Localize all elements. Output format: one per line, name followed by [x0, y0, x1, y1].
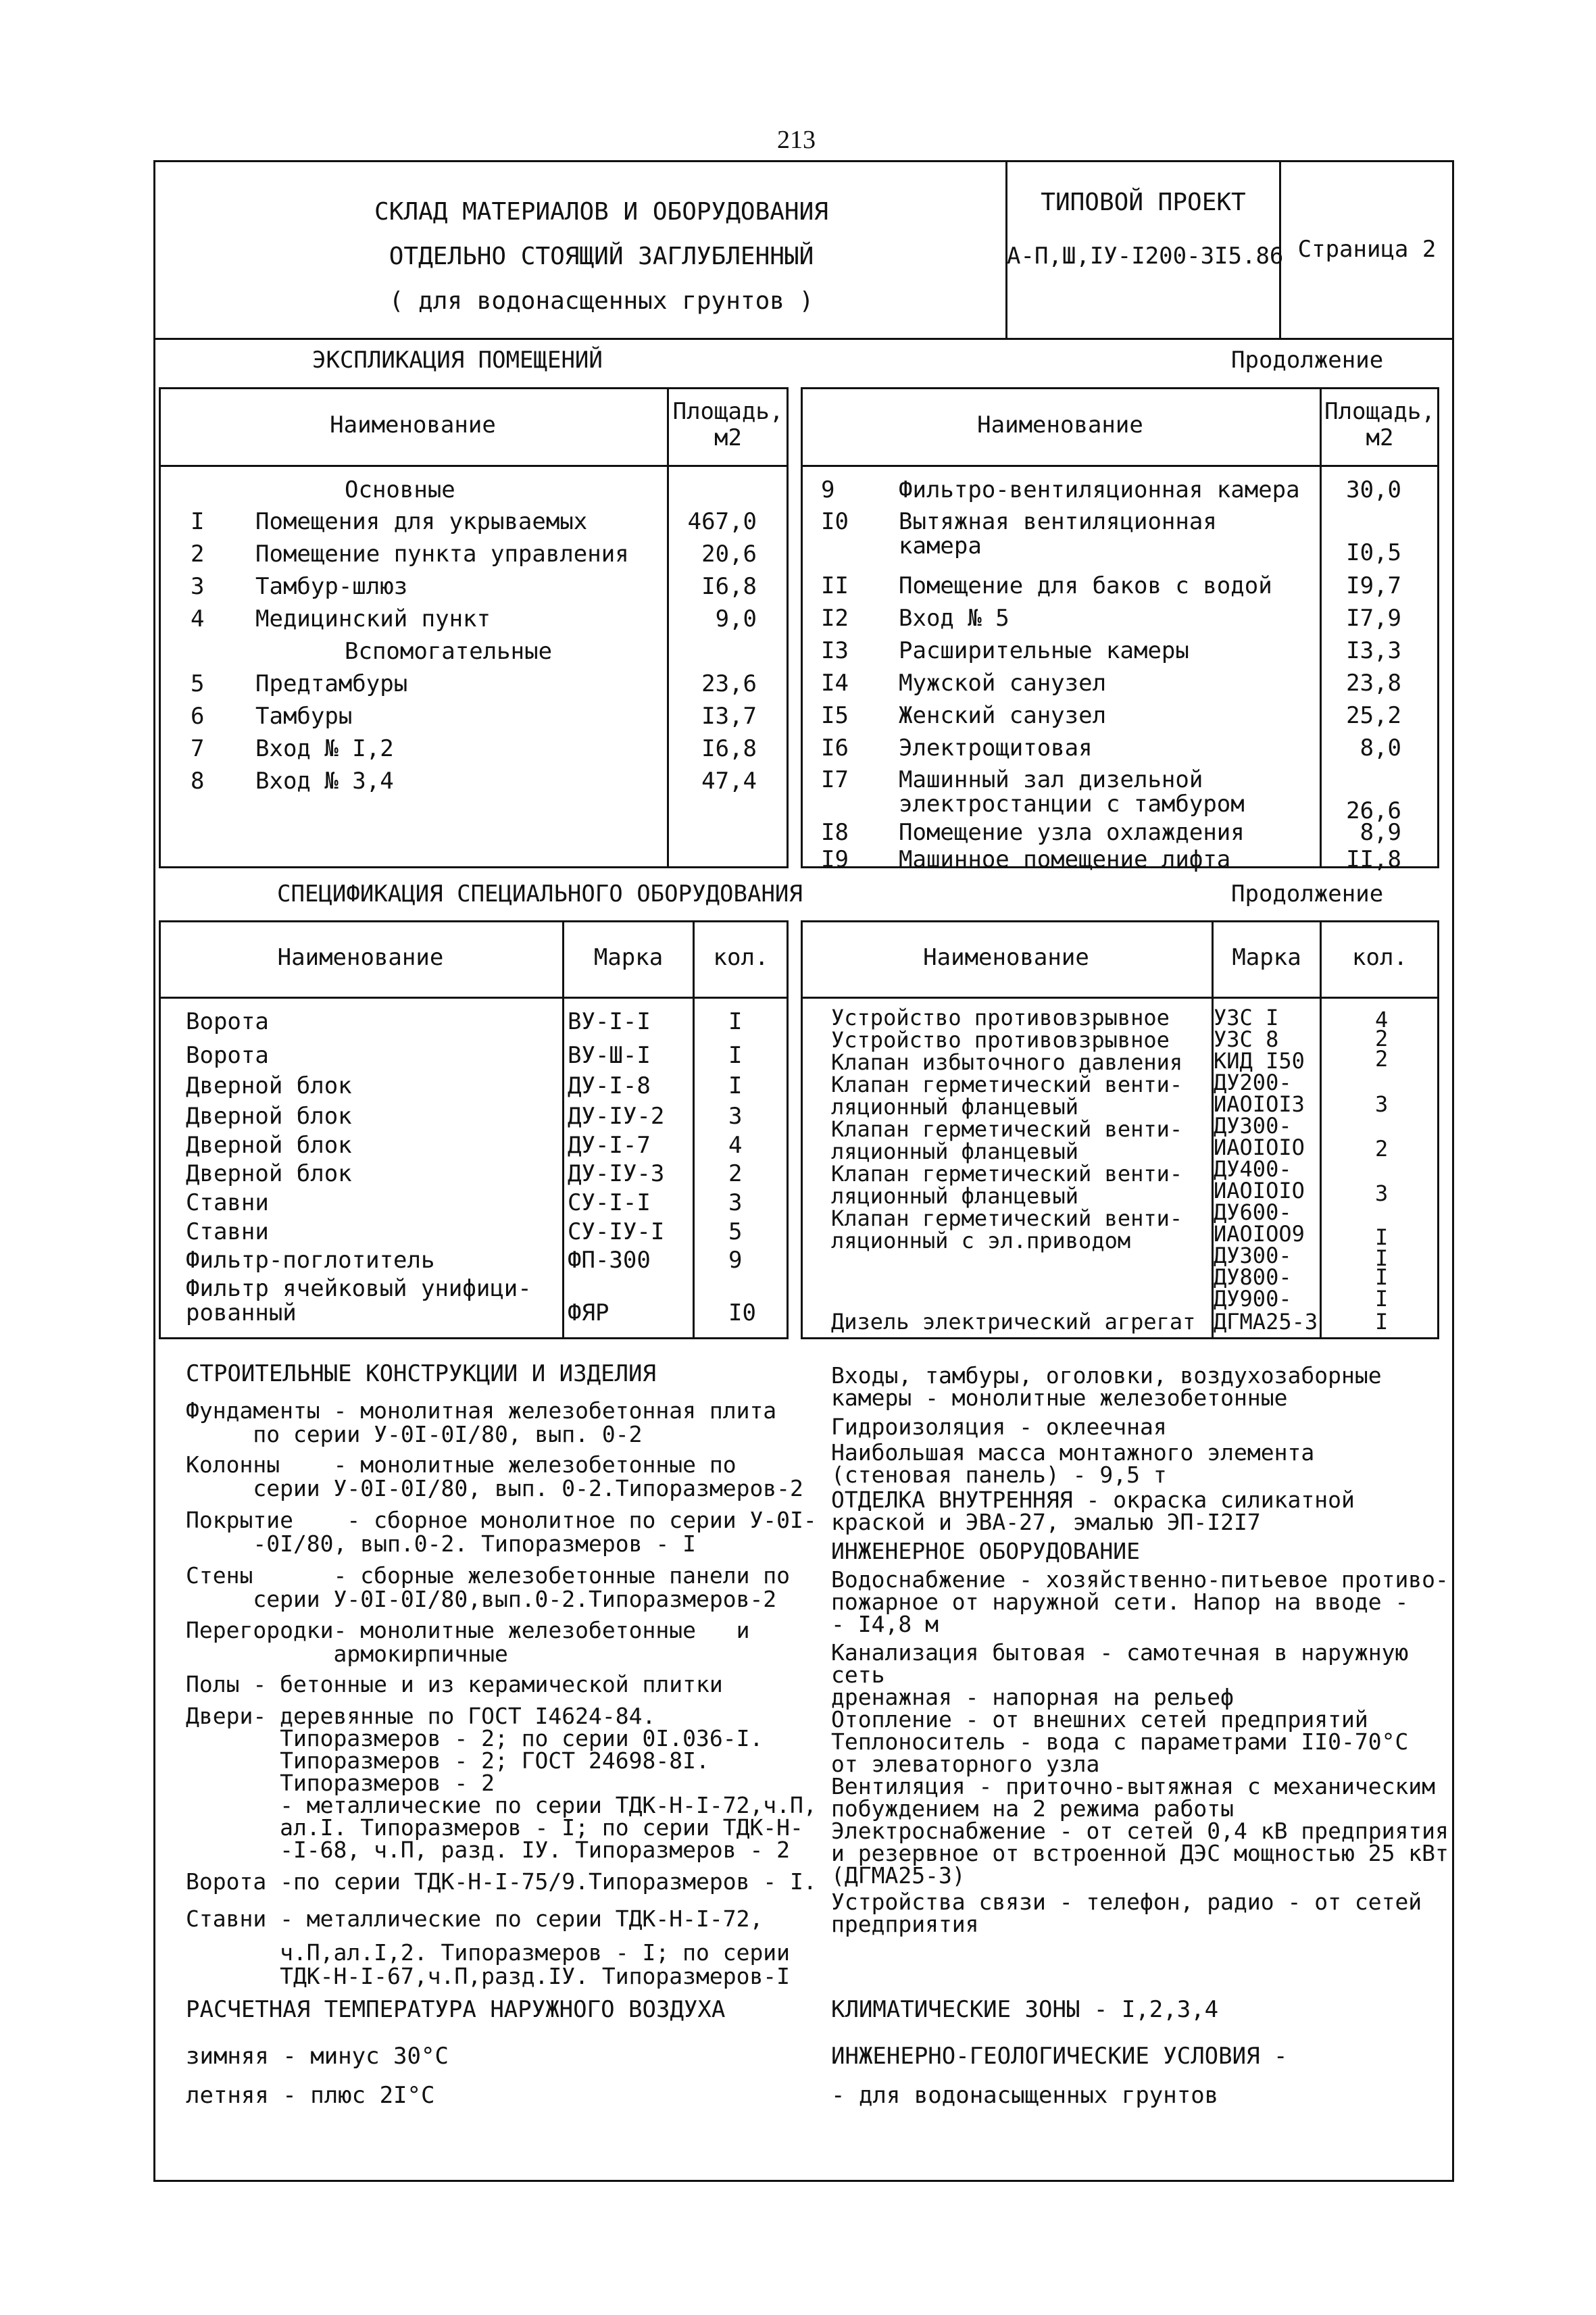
construction-line: Стены - сборные железобетонные панели по — [186, 1562, 791, 1589]
room-number: I4 — [821, 670, 849, 697]
engineering-line: камеры - монолитные железобетонные — [831, 1385, 1288, 1411]
equipment-left-vline-1 — [562, 920, 564, 1339]
rooms-right-header-line — [801, 465, 1439, 467]
engineering-line: Отопление - от внешних сетей предприятий — [831, 1706, 1368, 1733]
room-area: 23,8 — [1346, 670, 1401, 697]
engineering-line: сеть — [831, 1662, 885, 1688]
room-number: 8 — [191, 768, 205, 795]
room-number: I — [191, 508, 205, 535]
room-area: I9,7 — [1346, 572, 1401, 599]
equipment-qty: 5 — [728, 1218, 743, 1245]
equipment-name-cont: рованный — [186, 1299, 297, 1326]
rooms-right-col-area: Площадь, м2 — [1324, 398, 1435, 452]
room-name: Расширительные камеры — [899, 637, 1189, 664]
room-section-heading: Вспомогательные — [345, 638, 553, 665]
equipment-qty: 2 — [1375, 1046, 1389, 1072]
engineering-line: краской и ЭВА-27, эмалью ЭП-I2I7 — [831, 1509, 1261, 1535]
room-area: I6,8 — [701, 573, 757, 600]
room-area: 9,0 — [715, 605, 757, 632]
equipment-mark: СУ-I-I — [568, 1189, 651, 1216]
engineering-line: Электроснабжение - от сетей 0,4 кВ предприятия — [831, 1818, 1449, 1844]
construction-line: Типоразмеров - 2; ГОСТ 24698-8I. — [186, 1747, 709, 1774]
equipment-left-col-qty: кол. — [713, 944, 769, 971]
engineering-line: пожарное от наружной сети. Напор на вводе - — [831, 1589, 1409, 1615]
equipment-right-col-mark: Марка — [1232, 944, 1301, 971]
equipment-qty: I0 — [728, 1299, 756, 1326]
room-name: Машинный зал дизельной — [899, 766, 1203, 793]
room-area: 26,6 — [1346, 797, 1401, 824]
geo-value: - для водонасыщенных грунтов — [831, 2082, 1219, 2109]
room-name: Предтамбуры — [255, 670, 408, 697]
construction-line: серии У-0I-0I/80,вып.0-2.Типоразмеров-2 — [186, 1586, 777, 1612]
equipment-mark: ФП-300 — [568, 1247, 651, 1274]
room-area: II,8 — [1346, 846, 1401, 873]
engineering-line: Канализация бытовая - самотечная в наружную — [831, 1639, 1409, 1666]
equipment-qty: 3 — [728, 1189, 743, 1216]
room-name: Помещение для баков с водой — [899, 572, 1272, 599]
room-name: Вытяжная вентиляционная — [899, 508, 1217, 535]
equipment-name: ляционный с эл.приводом — [831, 1228, 1131, 1253]
room-name: Вход № I,2 — [255, 735, 394, 762]
room-name: Помещения для укрываемых — [255, 508, 588, 535]
equipment-name: Клапан герметический венти- — [831, 1161, 1183, 1187]
diesel-name: Дизель электрический агрегат — [831, 1309, 1196, 1335]
equipment-qty: I — [1375, 1245, 1389, 1271]
engineering-line: ИНЖЕНЕРНОЕ ОБОРУДОВАНИЕ — [831, 1538, 1140, 1564]
rooms-left-col-name: Наименование — [330, 412, 496, 439]
equipment-mark: ИАОIОI3 — [1214, 1091, 1305, 1117]
equipment-mark: ДУ-I-7 — [568, 1132, 651, 1159]
construction-line: -I-68, ч.П, разд. IУ. Типоразмеров - 2 — [186, 1837, 791, 1863]
room-number: 2 — [191, 541, 205, 568]
room-name: Медицинский пункт — [255, 605, 491, 632]
equipment-name: Клапан герметический венти- — [831, 1072, 1183, 1097]
temp-title: РАСЧЕТНАЯ ТЕМПЕРАТУРА НАРУЖНОГО ВОЗДУХА — [186, 1996, 726, 2023]
construction-line: Ворота -по серии ТДК-Н-I-75/9.Типоразмеров - I. — [186, 1868, 817, 1895]
equipment-qty: 2 — [1375, 1136, 1389, 1162]
construction-line: армокирпичные — [186, 1641, 508, 1667]
rooms-right-col-name: Наименование — [977, 412, 1143, 439]
equipment-right-col-qty: кол. — [1352, 944, 1407, 971]
construction-line: Типоразмеров - 2 — [186, 1770, 495, 1796]
equipment-mark: ДУ800- — [1214, 1264, 1292, 1290]
equipment-right-col-name: Наименование — [923, 944, 1089, 971]
room-area: 8,0 — [1360, 735, 1401, 762]
equipment-name: Ворота — [186, 1008, 269, 1035]
title-line-2: ОТДЕЛЬНО СТОЯЩИЙ ЗАГЛУБЛЕННЫЙ — [389, 243, 814, 270]
construction-title: СТРОИТЕЛЬНЫЕ КОНСТРУКЦИИ И ИЗДЕЛИЯ — [186, 1360, 656, 1387]
equipment-qty: I — [1375, 1224, 1389, 1250]
room-area: 47,4 — [701, 768, 757, 795]
construction-line: Фундаменты - монолитная железобетонная плита — [186, 1397, 777, 1424]
equipment-qty: 2 — [1375, 1026, 1389, 1051]
equipment-name: Дверной блок — [186, 1160, 352, 1187]
geo-title: ИНЖЕНЕРНО-ГЕОЛОГИЧЕСКИЕ УСЛОВИЯ - — [831, 2043, 1288, 2070]
construction-line: Ставни - металлические по серии ТДК-Н-I-72, — [186, 1906, 764, 1932]
equipment-qty: I — [728, 1072, 743, 1099]
equipment-mark: ДУ200- — [1214, 1070, 1292, 1095]
engineering-line: (стеновая панель) - 9,5 т — [831, 1462, 1167, 1488]
temp-summer: летняя - плюс 2I°С — [186, 2082, 435, 2109]
project-label: ТИПОВОЙ ПРОЕКТ — [1041, 189, 1246, 216]
equipment-qty: I — [728, 1042, 743, 1069]
room-number: 5 — [191, 670, 205, 697]
equipment-qty: I — [1375, 1286, 1389, 1312]
equipment-right-vline-2 — [1320, 920, 1322, 1339]
construction-line: ТДК-Н-I-67,ч.П,разд.IУ. Типоразмеров-I — [186, 1963, 791, 1989]
equipment-qty: 2 — [728, 1160, 743, 1187]
rooms-left-header-line — [159, 465, 789, 467]
equipment-mark: ВУ-Ш-I — [568, 1042, 651, 1069]
room-area: 467,0 — [687, 508, 757, 535]
equipment-mark: ДУ300- — [1214, 1243, 1292, 1268]
room-number: 6 — [191, 703, 205, 730]
room-name: Тамбуры — [255, 703, 353, 730]
equipment-mark: ДУ600- — [1214, 1199, 1292, 1225]
room-name: Женский санузел — [899, 702, 1107, 729]
construction-line: Полы - бетонные и из керамической плитки — [186, 1671, 723, 1697]
diesel-qty: I — [1375, 1309, 1389, 1335]
room-number: I5 — [821, 702, 849, 729]
equipment-left-col-mark: Марка — [593, 944, 664, 971]
engineering-line: - I4,8 м — [831, 1611, 939, 1637]
room-name: Фильтро-вентиляционная камера — [899, 476, 1300, 503]
equipment-mark: КИД I50 — [1214, 1048, 1305, 1074]
construction-line: -0I/80, вып.0-2. Типоразмеров - I — [186, 1530, 696, 1557]
equipment-mark: ДУ-IУ-2 — [568, 1103, 665, 1130]
room-number: I9 — [821, 846, 849, 873]
engineering-line: (ДГМА25-3) — [831, 1862, 966, 1889]
room-area: 30,0 — [1346, 476, 1401, 503]
room-name-cont: электростанции с тамбуром — [899, 791, 1245, 818]
construction-line: Перегородки- монолитные железобетонные и — [186, 1617, 750, 1643]
project-code: А-П,Ш,IУ-I200-3I5.86 — [1007, 243, 1284, 270]
room-number: I6 — [821, 735, 849, 762]
construction-line: Типоразмеров - 2; по серии 0I.036-I. — [186, 1725, 764, 1751]
room-number: I3 — [821, 637, 849, 664]
equipment-qty: 3 — [728, 1103, 743, 1130]
room-name: Помещение узла охлаждения — [899, 819, 1245, 846]
engineering-line: ОТДЕЛКА ВНУТРЕННЯЯ - окраска силикатной — [831, 1487, 1355, 1513]
room-number: I7 — [821, 766, 849, 793]
equipment-name: Клапан герметический венти- — [831, 1116, 1183, 1142]
room-number: II — [821, 572, 849, 599]
engineering-line: Устройства связи - телефон, радио - от сетей — [831, 1889, 1422, 1915]
rooms-title: ЭКСПЛИКАЦИЯ ПОМЕЩЕНИЙ — [312, 347, 603, 374]
equipment-qty: 4 — [1375, 1007, 1389, 1032]
room-name-cont: камера — [899, 532, 982, 559]
room-area: 20,6 — [701, 541, 757, 568]
room-number: 9 — [821, 476, 835, 503]
room-number: 7 — [191, 735, 205, 762]
equipment-mark: СУ-IУ-I — [568, 1218, 665, 1245]
equipment-qty: 3 — [1375, 1091, 1389, 1117]
equipment-mark: УЗС 8 — [1214, 1026, 1279, 1052]
equipment-title: СПЕЦИФИКАЦИЯ СПЕЦИАЛЬНОГО ОБОРУДОВАНИЯ — [277, 880, 803, 907]
equipment-qty: 9 — [728, 1247, 743, 1274]
equipment-left-col-name: Наименование — [277, 944, 444, 971]
equipment-mark: ДУ400- — [1214, 1156, 1292, 1182]
room-area: 8,9 — [1360, 819, 1401, 846]
equipment-continuation: Продолжение — [1231, 880, 1384, 907]
equipment-mark: ВУ-I-I — [568, 1008, 651, 1035]
equipment-mark: ДУ-I-8 — [568, 1072, 651, 1099]
equipment-name: Дверной блок — [186, 1132, 352, 1159]
equipment-mark: ДУ-IУ-3 — [568, 1160, 665, 1187]
room-name: Вход № 5 — [899, 605, 1009, 632]
header-divider — [153, 338, 1454, 340]
equipment-mark: ИАОIОО9 — [1214, 1221, 1305, 1247]
construction-line: Покрытие - сборное монолитное по серии У-0I- — [186, 1507, 817, 1533]
room-area: I7,9 — [1346, 605, 1401, 632]
equipment-name: Клапан избыточного давления — [831, 1049, 1183, 1075]
equipment-name: Ворота — [186, 1042, 269, 1069]
room-area: I6,8 — [701, 735, 757, 762]
engineering-line: Наибольшая масса монтажного элемента — [831, 1439, 1315, 1466]
title-line-3: ( для водонасщенных грунтов ) — [389, 287, 814, 315]
equipment-name: Фильтр-поглотитель — [186, 1247, 435, 1274]
equipment-right-header-line — [801, 997, 1439, 999]
room-area: I3,3 — [1346, 637, 1401, 664]
room-number: I0 — [821, 508, 849, 535]
construction-line: Колонны - монолитные железобетонные по — [186, 1451, 737, 1478]
engineering-line: Вентиляция - приточно-вытяжная с механическим — [831, 1773, 1436, 1799]
room-name: Помещение пункта управления — [255, 541, 629, 568]
rooms-continuation: Продолжение — [1231, 347, 1384, 374]
equipment-name: Устройство противовзрывное — [831, 1027, 1170, 1053]
equipment-name: Клапан герметический венти- — [831, 1205, 1183, 1231]
construction-line: Двери- деревянные по ГОСТ I4624-84. — [186, 1703, 656, 1729]
equipment-mark: ДУ900- — [1214, 1286, 1292, 1312]
room-area: I0,5 — [1346, 539, 1401, 566]
engineering-line: Водоснабжение - хозяйственно-питьевое противо- — [831, 1566, 1449, 1593]
room-area: I3,7 — [701, 703, 757, 730]
equipment-name: Ставни — [186, 1189, 269, 1216]
equipment-mark: ДУ300- — [1214, 1113, 1292, 1139]
construction-line: ч.П,ал.I,2. Типоразмеров - I; по серии — [186, 1939, 791, 1966]
page-label: Страница 2 — [1297, 236, 1437, 263]
construction-line: по серии У-0I-0I/80, вып. 0-2 — [186, 1421, 643, 1447]
room-name: Мужской санузел — [899, 670, 1107, 697]
room-area: 25,2 — [1346, 702, 1401, 729]
equipment-left-vline-2 — [693, 920, 695, 1339]
equipment-name: Фильтр ячейковый унифици- — [186, 1275, 532, 1302]
engineering-line: предприятия — [831, 1911, 979, 1937]
equipment-qty: I — [728, 1008, 743, 1035]
diesel-mark: ДГМА25-3 — [1214, 1309, 1318, 1335]
room-number: 4 — [191, 605, 205, 632]
room-number: I8 — [821, 819, 849, 846]
equipment-name: Дверной блок — [186, 1103, 352, 1130]
engineering-line: от элеваторного узла — [831, 1751, 1100, 1777]
rooms-left-col-area: Площадь, м2 — [672, 398, 784, 452]
equipment-name: ляционный фланцевый — [831, 1139, 1079, 1164]
equipment-mark: ФЯР — [568, 1299, 609, 1326]
equipment-qty: 4 — [728, 1132, 743, 1159]
engineering-line: Гидроизоляция - оклеечная — [831, 1414, 1167, 1440]
engineering-line: Входы, тамбуры, оголовки, воздухозаборные — [831, 1362, 1382, 1389]
equipment-name: Устройство противовзрывное — [831, 1005, 1170, 1030]
engineering-line: дренажная - напорная на рельеф — [831, 1684, 1235, 1710]
room-name: Машинное помещение лифта — [899, 846, 1231, 873]
room-name: Электрощитовая — [899, 735, 1093, 762]
engineering-line: побуждением на 2 режима работы — [831, 1795, 1235, 1822]
temp-winter: зимняя - минус 30°С — [186, 2043, 449, 2070]
construction-line: - металлические по серии ТДК-Н-I-72,ч.П, — [186, 1792, 817, 1818]
room-area: 23,6 — [701, 670, 757, 697]
room-name: Вход № 3,4 — [255, 768, 394, 795]
equipment-qty: I — [1375, 1264, 1389, 1290]
equipment-name: Дверной блок — [186, 1072, 352, 1099]
equipment-name: ляционный фланцевый — [831, 1094, 1079, 1120]
equipment-name: Ставни — [186, 1218, 269, 1245]
room-section-heading: Основные — [345, 476, 455, 503]
construction-line: ал.I. Типоразмеров - I; по серии ТДК-Н- — [186, 1814, 803, 1841]
engineering-line: Теплоноситель - вода с параметрами II0-70°С — [831, 1728, 1409, 1755]
climate-zones: КЛИМАТИЧЕСКИЕ ЗОНЫ - I,2,3,4 — [831, 1996, 1219, 2023]
room-name: Тамбур-шлюз — [255, 573, 408, 600]
equipment-mark: УЗС I — [1214, 1005, 1279, 1030]
equipment-qty: 3 — [1375, 1180, 1389, 1206]
room-number: 3 — [191, 573, 205, 600]
equipment-mark: ИАОIОIО — [1214, 1178, 1305, 1203]
construction-line: серии У-0I-0I/80, вып. 0-2.Типоразмеров-2 — [186, 1475, 803, 1501]
room-number: I2 — [821, 605, 849, 632]
engineering-line: и резервное от встроенной ДЭС мощностью 25 кВт — [831, 1840, 1449, 1866]
title-line-1: СКЛАД МАТЕРИАЛОВ И ОБОРУДОВАНИЯ — [374, 198, 828, 226]
page-number: 213 — [777, 126, 816, 154]
equipment-name: ляционный фланцевый — [831, 1183, 1079, 1209]
equipment-mark: ИАОIОIО — [1214, 1135, 1305, 1160]
